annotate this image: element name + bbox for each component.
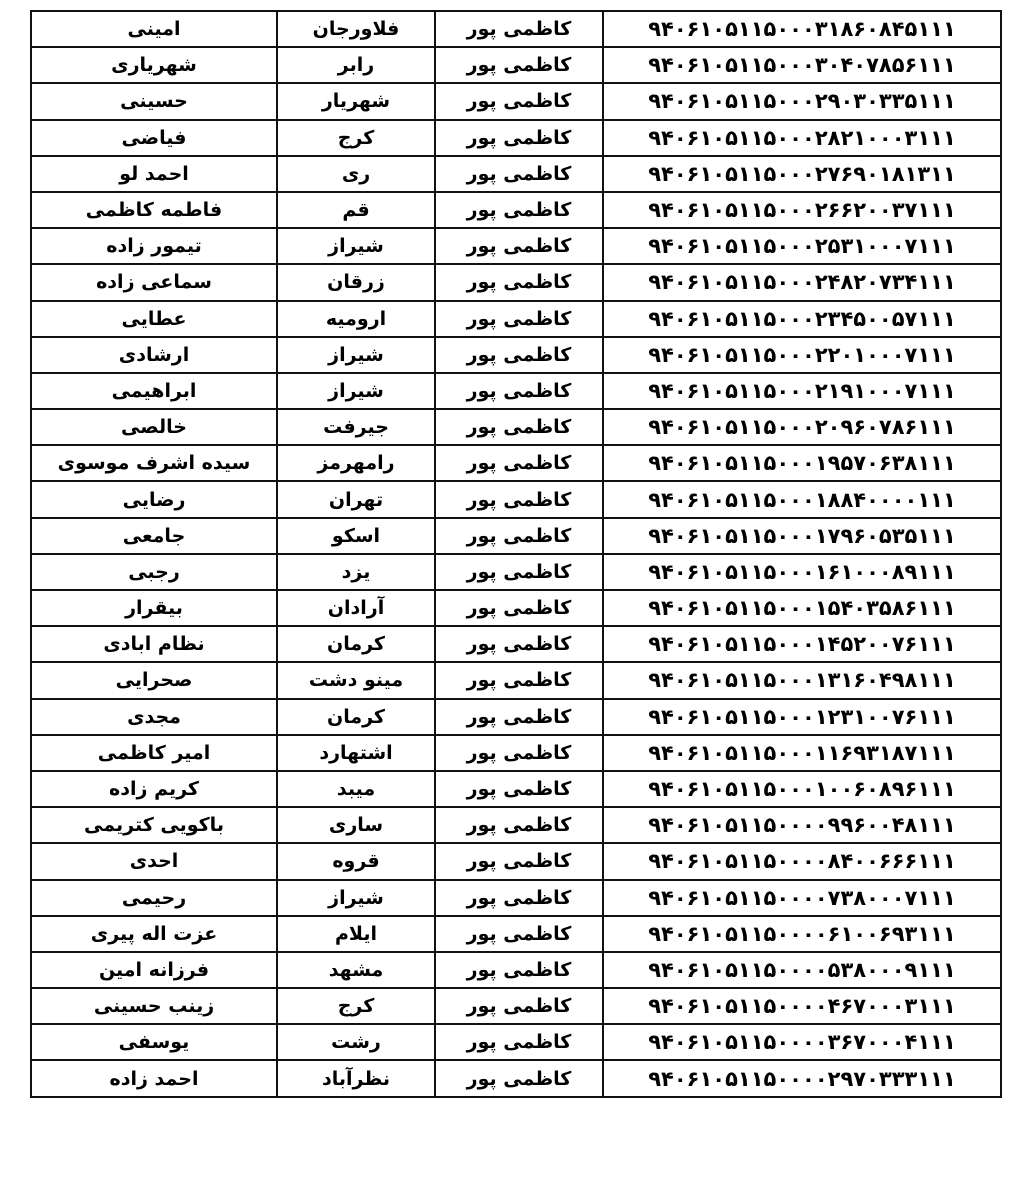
sponsor-cell: کاظمی پور [435,699,603,735]
person-name-cell: شهریاری [31,47,277,83]
table-row [31,228,1001,264]
sponsor-cell: کاظمی پور [435,988,603,1024]
person-name-cell: فرزانه امین [31,952,277,988]
record-code-cell: ۹۴۰۶۱۰۵۱۱۵۰۰۰۱۰۰۶۰۸۹۶۱۱۱ [603,771,1001,807]
record-code-cell: ۹۴۰۶۱۰۵۱۱۵۰۰۰۲۲۰۱۰۰۰۷۱۱۱ [603,337,1001,373]
person-name-cell: مجدی [31,699,277,735]
person-name-cell: رجبی [31,554,277,590]
person-name-cell: ارشادی [31,337,277,373]
table-row [31,409,1001,445]
sponsor-cell: کاظمی پور [435,264,603,300]
person-name-cell: ابراهیمی [31,373,277,409]
city-cell: قروه [277,843,435,879]
table-row [31,843,1001,879]
sponsor-cell: کاظمی پور [435,228,603,264]
city-cell: نظرآباد [277,1060,435,1096]
city-cell: یزد [277,554,435,590]
city-cell: مشهد [277,952,435,988]
record-code-cell: ۹۴۰۶۱۰۵۱۱۵۰۰۰۱۲۳۱۰۰۷۶۱۱۱ [603,699,1001,735]
record-code-cell: ۹۴۰۶۱۰۵۱۱۵۰۰۰۲۱۹۱۰۰۰۷۱۱۱ [603,373,1001,409]
city-cell: شیراز [277,228,435,264]
sponsor-cell: کاظمی پور [435,1060,603,1096]
person-name-cell: کریم زاده [31,771,277,807]
person-name-cell: نظام ابادی [31,626,277,662]
person-name-cell: فاطمه کاظمی [31,192,277,228]
table-row [31,11,1001,47]
table-row [31,916,1001,952]
sponsor-cell: کاظمی پور [435,735,603,771]
sponsor-cell: کاظمی پور [435,445,603,481]
record-code-cell: ۹۴۰۶۱۰۵۱۱۵۰۰۰۲۴۸۲۰۷۳۴۱۱۱ [603,264,1001,300]
sponsor-cell: کاظمی پور [435,409,603,445]
city-cell: جیرفت [277,409,435,445]
record-code-cell: ۹۴۰۶۱۰۵۱۱۵۰۰۰۰۷۳۸۰۰۰۷۱۱۱ [603,880,1001,916]
records-table-body [31,11,1001,1097]
city-cell: ری [277,156,435,192]
city-cell: مینو دشت [277,662,435,698]
person-name-cell: عزت اله پیری [31,916,277,952]
records-table [30,10,1002,1098]
table-row [31,771,1001,807]
city-cell: رابر [277,47,435,83]
person-name-cell: رضایی [31,481,277,517]
table-row [31,120,1001,156]
record-code-cell: ۹۴۰۶۱۰۵۱۱۵۰۰۰۲۵۳۱۰۰۰۷۱۱۱ [603,228,1001,264]
table-row [31,554,1001,590]
person-name-cell: تیمور زاده [31,228,277,264]
record-code-cell: ۹۴۰۶۱۰۵۱۱۵۰۰۰۰۸۴۰۰۶۶۶۱۱۱ [603,843,1001,879]
person-name-cell: سیده اشرف موسوی [31,445,277,481]
sponsor-cell: کاظمی پور [435,554,603,590]
table-row [31,735,1001,771]
record-code-cell: ۹۴۰۶۱۰۵۱۱۵۰۰۰۲۰۹۶۰۷۸۶۱۱۱ [603,409,1001,445]
table-row [31,590,1001,626]
table-row [31,192,1001,228]
sponsor-cell: کاظمی پور [435,518,603,554]
sponsor-cell: کاظمی پور [435,952,603,988]
record-code-cell: ۹۴۰۶۱۰۵۱۱۵۰۰۰۰۹۹۶۰۰۴۸۱۱۱ [603,807,1001,843]
sponsor-cell: کاظمی پور [435,301,603,337]
record-code-cell: ۹۴۰۶۱۰۵۱۱۵۰۰۰۰۶۱۰۰۶۹۳۱۱۱ [603,916,1001,952]
city-cell: شیراز [277,880,435,916]
city-cell: رامهرمز [277,445,435,481]
sponsor-cell: کاظمی پور [435,83,603,119]
person-name-cell: یوسفی [31,1024,277,1060]
sponsor-cell: کاظمی پور [435,843,603,879]
table-row [31,880,1001,916]
document-sheet [30,10,992,1098]
sponsor-cell: کاظمی پور [435,626,603,662]
person-name-cell: بیقرار [31,590,277,626]
person-name-cell: عطایی [31,301,277,337]
table-row [31,264,1001,300]
record-code-cell: ۹۴۰۶۱۰۵۱۱۵۰۰۰۲۸۲۱۰۰۰۳۱۱۱ [603,120,1001,156]
person-name-cell: خالصی [31,409,277,445]
sponsor-cell: کاظمی پور [435,373,603,409]
sponsor-cell: کاظمی پور [435,11,603,47]
person-name-cell: سماعی زاده [31,264,277,300]
record-code-cell: ۹۴۰۶۱۰۵۱۱۵۰۰۰۱۴۵۲۰۰۷۶۱۱۱ [603,626,1001,662]
record-code-cell: ۹۴۰۶۱۰۵۱۱۵۰۰۰۰۴۶۷۰۰۰۳۱۱۱ [603,988,1001,1024]
sponsor-cell: کاظمی پور [435,481,603,517]
table-row [31,699,1001,735]
record-code-cell: ۹۴۰۶۱۰۵۱۱۵۰۰۰۱۵۴۰۳۵۸۶۱۱۱ [603,590,1001,626]
sponsor-cell: کاظمی پور [435,916,603,952]
table-row [31,952,1001,988]
record-code-cell: ۹۴۰۶۱۰۵۱۱۵۰۰۰۲۶۶۲۰۰۳۷۱۱۱ [603,192,1001,228]
person-name-cell: احمد لو [31,156,277,192]
city-cell: آرادان [277,590,435,626]
table-row [31,301,1001,337]
city-cell: فلاورجان [277,11,435,47]
table-row [31,47,1001,83]
table-row [31,988,1001,1024]
table-row [31,807,1001,843]
table-row [31,337,1001,373]
sponsor-cell: کاظمی پور [435,47,603,83]
table-row [31,156,1001,192]
record-code-cell: ۹۴۰۶۱۰۵۱۱۵۰۰۰۱۹۵۷۰۶۳۸۱۱۱ [603,445,1001,481]
person-name-cell: زینب حسینی [31,988,277,1024]
city-cell: شیراز [277,337,435,373]
sponsor-cell: کاظمی پور [435,337,603,373]
table-row [31,373,1001,409]
city-cell: تهران [277,481,435,517]
table-row [31,445,1001,481]
record-code-cell: ۹۴۰۶۱۰۵۱۱۵۰۰۰۰۳۶۷۰۰۰۴۱۱۱ [603,1024,1001,1060]
sponsor-cell: کاظمی پور [435,771,603,807]
person-name-cell: امینی [31,11,277,47]
record-code-cell: ۹۴۰۶۱۰۵۱۱۵۰۰۰۱۷۹۶۰۵۳۵۱۱۱ [603,518,1001,554]
person-name-cell: احدی [31,843,277,879]
city-cell: کرمان [277,699,435,735]
city-cell: قم [277,192,435,228]
person-name-cell: رحیمی [31,880,277,916]
sponsor-cell: کاظمی پور [435,156,603,192]
table-row [31,83,1001,119]
record-code-cell: ۹۴۰۶۱۰۵۱۱۵۰۰۰۱۶۱۰۰۰۸۹۱۱۱ [603,554,1001,590]
sponsor-cell: کاظمی پور [435,880,603,916]
city-cell: اسکو [277,518,435,554]
record-code-cell: ۹۴۰۶۱۰۵۱۱۵۰۰۰۲۹۰۳۰۳۳۵۱۱۱ [603,83,1001,119]
record-code-cell: ۹۴۰۶۱۰۵۱۱۵۰۰۰۰۲۹۷۰۳۳۳۱۱۱ [603,1060,1001,1096]
record-code-cell: ۹۴۰۶۱۰۵۱۱۵۰۰۰۲۷۶۹۰۱۸۱۳۱۱ [603,156,1001,192]
city-cell: ارومیه [277,301,435,337]
record-code-cell: ۹۴۰۶۱۰۵۱۱۵۰۰۰۱۳۱۶۰۴۹۸۱۱۱ [603,662,1001,698]
person-name-cell: امیر کاظمی [31,735,277,771]
sponsor-cell: کاظمی پور [435,807,603,843]
city-cell: ایلام [277,916,435,952]
record-code-cell: ۹۴۰۶۱۰۵۱۱۵۰۰۰۱۸۸۴۰۰۰۰۱۱۱ [603,481,1001,517]
table-row [31,662,1001,698]
table-row [31,518,1001,554]
person-name-cell: احمد زاده [31,1060,277,1096]
sponsor-cell: کاظمی پور [435,662,603,698]
sponsor-cell: کاظمی پور [435,590,603,626]
table-row [31,1060,1001,1096]
city-cell: اشتهارد [277,735,435,771]
city-cell: زرقان [277,264,435,300]
table-row [31,481,1001,517]
city-cell: کرج [277,988,435,1024]
person-name-cell: صحرایی [31,662,277,698]
record-code-cell: ۹۴۰۶۱۰۵۱۱۵۰۰۰۲۳۴۵۰۰۵۷۱۱۱ [603,301,1001,337]
person-name-cell: جامعی [31,518,277,554]
table-row [31,1024,1001,1060]
person-name-cell: باکویی کتریمی [31,807,277,843]
record-code-cell: ۹۴۰۶۱۰۵۱۱۵۰۰۰۱۱۶۹۳۱۸۷۱۱۱ [603,735,1001,771]
city-cell: ساری [277,807,435,843]
city-cell: کرمان [277,626,435,662]
record-code-cell: ۹۴۰۶۱۰۵۱۱۵۰۰۰۰۵۳۸۰۰۰۹۱۱۱ [603,952,1001,988]
city-cell: میبد [277,771,435,807]
record-code-cell: ۹۴۰۶۱۰۵۱۱۵۰۰۰۳۱۸۶۰۸۴۵۱۱۱ [603,11,1001,47]
sponsor-cell: کاظمی پور [435,1024,603,1060]
city-cell: رشت [277,1024,435,1060]
city-cell: شهریار [277,83,435,119]
person-name-cell: حسینی [31,83,277,119]
city-cell: کرج [277,120,435,156]
record-code-cell: ۹۴۰۶۱۰۵۱۱۵۰۰۰۳۰۴۰۷۸۵۶۱۱۱ [603,47,1001,83]
city-cell: شیراز [277,373,435,409]
table-row [31,626,1001,662]
sponsor-cell: کاظمی پور [435,120,603,156]
person-name-cell: فیاضی [31,120,277,156]
sponsor-cell: کاظمی پور [435,192,603,228]
